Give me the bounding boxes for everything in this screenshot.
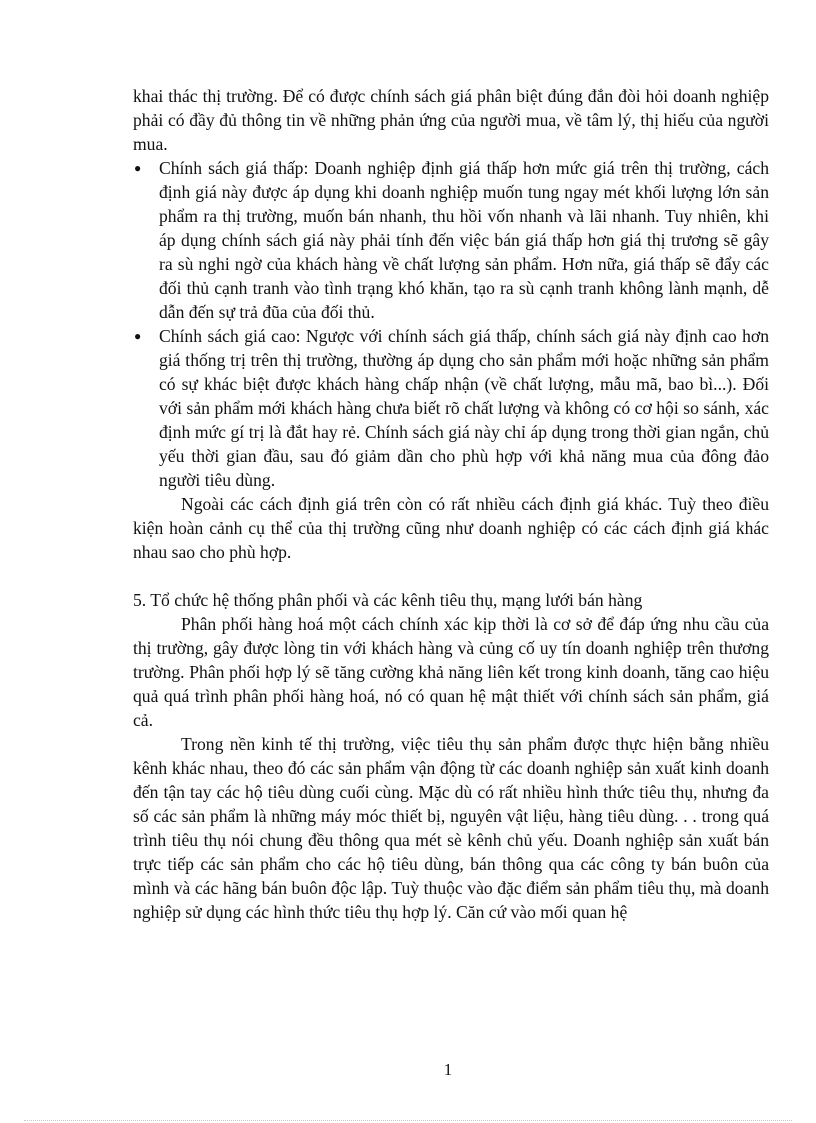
paragraph-channels: Trong nền kinh tế thị trường, việc tiêu thụ sản phẩm được thực hiện bằng nhiều kênh khác nhau, theo đó các sản phẩm vận động từ các doanh nghiệp sản xuất kinh doanh đến tận tay các hộ tiêu dùng cuối cùng. Mặc dù có rất nhiều hình thức tiêu thụ, nhưng đa số các sản phẩm là những máy móc thiết bị, nguyên vật liệu, hàng tiêu dùng. . . trong quá trình tiêu thụ nói chung đều thông qua mét sè kênh chủ yếu. Doanh nghiệp sản xuất bán trực tiếp các sản phẩm cho các hộ tiêu dùng, bán thông qua các công ty bán buôn của mình và các hãng bán buôn độc lập. Tuỳ thuộc vào đặc điểm sản phẩm tiêu thụ, mà doanh nghiệp sử dụng các hình thức tiêu thụ hợp lý. Căn cứ vào mối quan hệ <box>133 734 769 922</box>
pricing-policy-list <box>133 156 769 492</box>
document-page <box>133 84 769 924</box>
bullet-icon: ● <box>134 329 142 343</box>
page-bottom-divider <box>24 1120 792 1121</box>
paragraph-intro: khai thác thị trường. Để có được chính sách giá phân biệt đúng đắn đòi hỏi doanh nghiệp phải có đầy đủ thông tin về những phản ứng của người mua, về tâm lý, thị hiếu của người mua. <box>133 86 769 154</box>
list-item-low-price <box>133 156 769 324</box>
list-item-high-price <box>133 324 769 492</box>
list-item-text: Chính sách giá cao: Ngược với chính sách giá thấp, chính sách giá này định cao hơn giá thống trị trên thị trường, thường áp dụng cho sản phẩm mới hoặc những sản phẩm có sự khác biệt được khách hàng chấp nhận (về chất lượng, mẫu mã, bao bì...). Đối với sản phẩm mới khách hàng chưa biết rõ chất lượng và không có cơ hội so sánh, xác định mức gí trị là đắt hay rẻ. Chính sách giá này chỉ áp dụng trong thời gian ngắn, chủ yếu thời gian đầu, sau đó giảm dần cho phù hợp với khả năng mua của đông đảo người tiêu dùng. <box>159 326 769 490</box>
paragraph-other-pricing: Ngoài các cách định giá trên còn có rất nhiều cách định giá khác. Tuỳ theo điều kiện hoàn cảnh cụ thể của thị trường cũng như doanh nghiệp có các cách định giá khác nhau sao cho phù hợp. <box>133 494 769 562</box>
list-item-text: Chính sách giá thấp: Doanh nghiệp định giá thấp hơn mức giá trên thị trường, cách định giá này được áp dụng khi doanh nghiệp muốn tung ngay mét khối lượng lớn sản phẩm ra thị trường, muốn bán nhanh, thu hồi vốn nhanh và lãi nhanh. Tuy nhiên, khi áp dụng chính sách giá này phải tính đến việc bán giá thấp hơn giá thị trương sẽ gây ra sù nghi ngờ của khách hàng về chất lượng sản phẩm. Hơn nữa, giá thấp sẽ đẩy các đối thủ cạnh tranh vào tình trạng khó khăn, tạo ra sù cạnh tranh không lành mạnh, dễ dẫn đến sự trả đũa của đối thủ. <box>159 158 769 322</box>
page-number: 1 <box>443 1060 453 1079</box>
bullet-icon: ● <box>134 161 142 175</box>
section-heading: 5. Tổ chức hệ thống phân phối và các kênh tiêu thụ, mạng lưới bán hàng <box>133 590 643 610</box>
paragraph-distribution: Phân phối hàng hoá một cách chính xác kịp thời là cơ sở để đáp ứng nhu cầu của thị trường, gây được lòng tin với khách hàng và củng cố uy tín doanh nghiệp trên thương trường. Phân phối hợp lý sẽ tăng cường khả năng liên kết trong kinh doanh, tăng cao hiệu quả quá trình phân phối hàng hoá, nó có quan hệ mật thiết với chính sách sản phẩm, giá cả. <box>133 614 769 730</box>
